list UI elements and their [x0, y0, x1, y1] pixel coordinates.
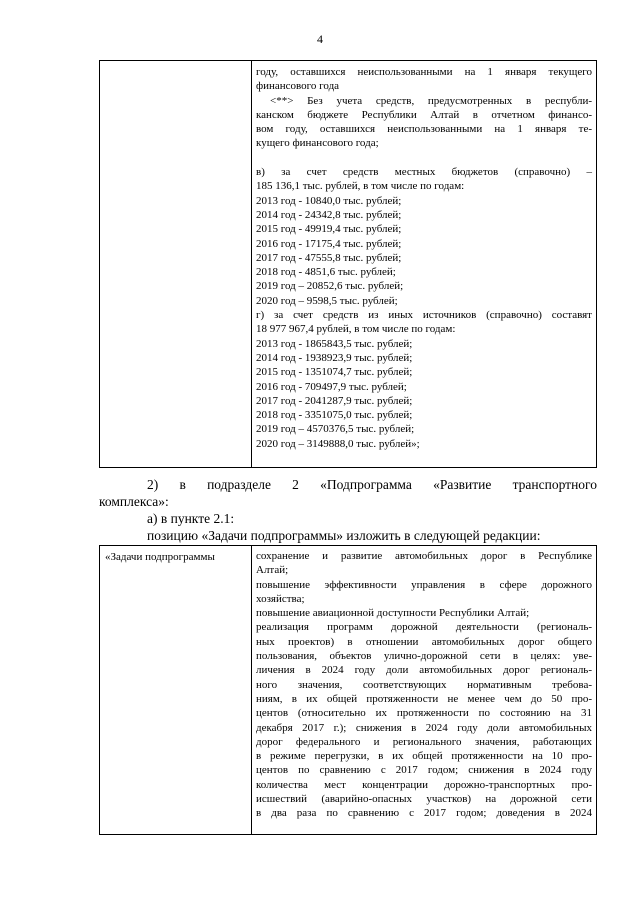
year-amount-line: 2013 год - 1865843,5 тыс. рублей; — [256, 337, 413, 350]
year-amount-line: 2018 год - 3351075,0 тыс. рублей; — [256, 409, 413, 422]
paragraph-line: комплекса»: — [99, 494, 169, 509]
text-line: дорог федерального и регионального значения, работающих — [256, 735, 592, 748]
year-amount-line: 2018 год - 4851,6 тыс. рублей; — [256, 266, 396, 279]
text-line: в два раза по сравнению с 2017 годом; доведения в 2024 — [256, 807, 592, 820]
text-line: реализация программ дорожной деятельности (региональ- — [256, 621, 592, 634]
year-amount-line: 2017 год - 2041287,9 тыс. рублей; — [256, 394, 413, 407]
text-line: сохранение и развитие автомобильных дорог в Республике — [256, 550, 592, 562]
funding-table-continuation — [99, 60, 597, 468]
instruction-paragraph: позицию «Задачи подпрограммы» изложить в следующей редакции: — [147, 528, 541, 543]
text-line: декабря 2017 г.); снижения в 2024 году доли автомобильных — [256, 721, 592, 734]
year-amount-line: 2015 год - 1351074,7 тыс. рублей; — [256, 366, 413, 379]
text-line: повышение эффективности управления в сфере дорожного — [256, 578, 592, 591]
page-number: 4 — [317, 32, 323, 46]
blank-line — [256, 151, 592, 165]
text-line: пользования, объектов улично-дорожной сети в целях: уве- — [256, 650, 592, 663]
year-amount-line: 2019 год – 20852,6 тыс. рублей; — [256, 280, 404, 293]
text-line: количества мест концентрации дорожно-транспортных про- — [256, 778, 592, 791]
text-line: ных проектов) в отношении автомобильных дорог общего — [256, 635, 592, 648]
other-sources-total: 18 977 967,4 рублей, в том числе по годам: — [256, 323, 456, 336]
local-budget-heading: в) за счет средств местных бюджетов (справочно) – — [256, 166, 592, 179]
text-line: в режиме перегрузки, в их общей протяженности на 10 про- — [256, 750, 592, 763]
tasks-table — [99, 545, 597, 835]
column-divider — [251, 546, 252, 834]
funding-cell — [256, 65, 592, 451]
other-sources-heading: г) за счет средств из иных источников (справочно) составят — [256, 309, 592, 322]
year-amount-line: 2013 год - 10840,0 тыс. рублей; — [256, 194, 402, 207]
text-line: исшествий (аварийно-опасных участков) на дорожной сети — [256, 793, 592, 806]
paragraph-line: 2) в подразделе 2 «Подпрограмма «Развитие транспортного — [147, 477, 597, 492]
column-divider — [251, 61, 252, 467]
text-line: финансового года — [256, 80, 340, 93]
footnote-line: вом году, оставшихся неиспользованными на 1 января те- — [256, 123, 592, 136]
text-line: Алтай; — [256, 564, 289, 577]
year-amount-line: 2014 год - 24342,8 тыс. рублей; — [256, 208, 402, 221]
footnote-line: кущего финансового года; — [256, 137, 379, 150]
year-amount-line: 2020 год – 9598,5 тыс. рублей; — [256, 294, 398, 307]
tasks-content-cell — [256, 549, 592, 821]
local-budget-total: 185 136,1 тыс. рублей, в том числе по годам: — [256, 180, 465, 193]
footnote-line: <**> Без учета средств, предусмотренных в республи- — [270, 94, 592, 107]
text-line: центов (относительно их протяженности по состоянию на 31 — [256, 707, 592, 720]
year-amount-line: 2016 год - 17175,4 тыс. рублей; — [256, 237, 402, 250]
year-amount-line: 2015 год - 49919,4 тыс. рублей; — [256, 223, 402, 236]
footnote-line: канском бюджете Республики Алтай в отчетном финансо- — [256, 108, 592, 121]
text-line: году, оставшихся неиспользованными на 1 января текущего — [256, 66, 592, 78]
tasks-label-cell: «Задачи подпрограммы — [105, 551, 215, 563]
year-amount-line: 2014 год - 1938923,9 тыс. рублей; — [256, 351, 413, 364]
amendment-paragraph — [99, 476, 597, 510]
year-amount-line: 2017 год - 47555,8 тыс. рублей; — [256, 251, 402, 264]
text-line: центов по сравнению с 2017 годом; снижения в 2024 году — [256, 764, 592, 777]
year-amount-line: 2016 год - 709497,9 тыс. рублей; — [256, 380, 407, 393]
text-line: ниям, в их общей протяженности не менее чем до 50 про- — [256, 692, 592, 705]
year-amount-line: 2020 год – 3149888,0 тыс. рублей»; — [256, 437, 420, 450]
text-line: личения в 2024 году доли автомобильных дорог региональ- — [256, 664, 592, 677]
year-amount-line: 2019 год – 4570376,5 тыс. рублей; — [256, 423, 415, 436]
text-line: хозяйства; — [256, 592, 305, 605]
text-line: ного значения, соответствующих нормативным требова- — [256, 678, 592, 691]
subpoint-paragraph: а) в пункте 2.1: — [147, 511, 235, 526]
text-line: повышение авиационной доступности Республики Алтай; — [256, 607, 530, 620]
